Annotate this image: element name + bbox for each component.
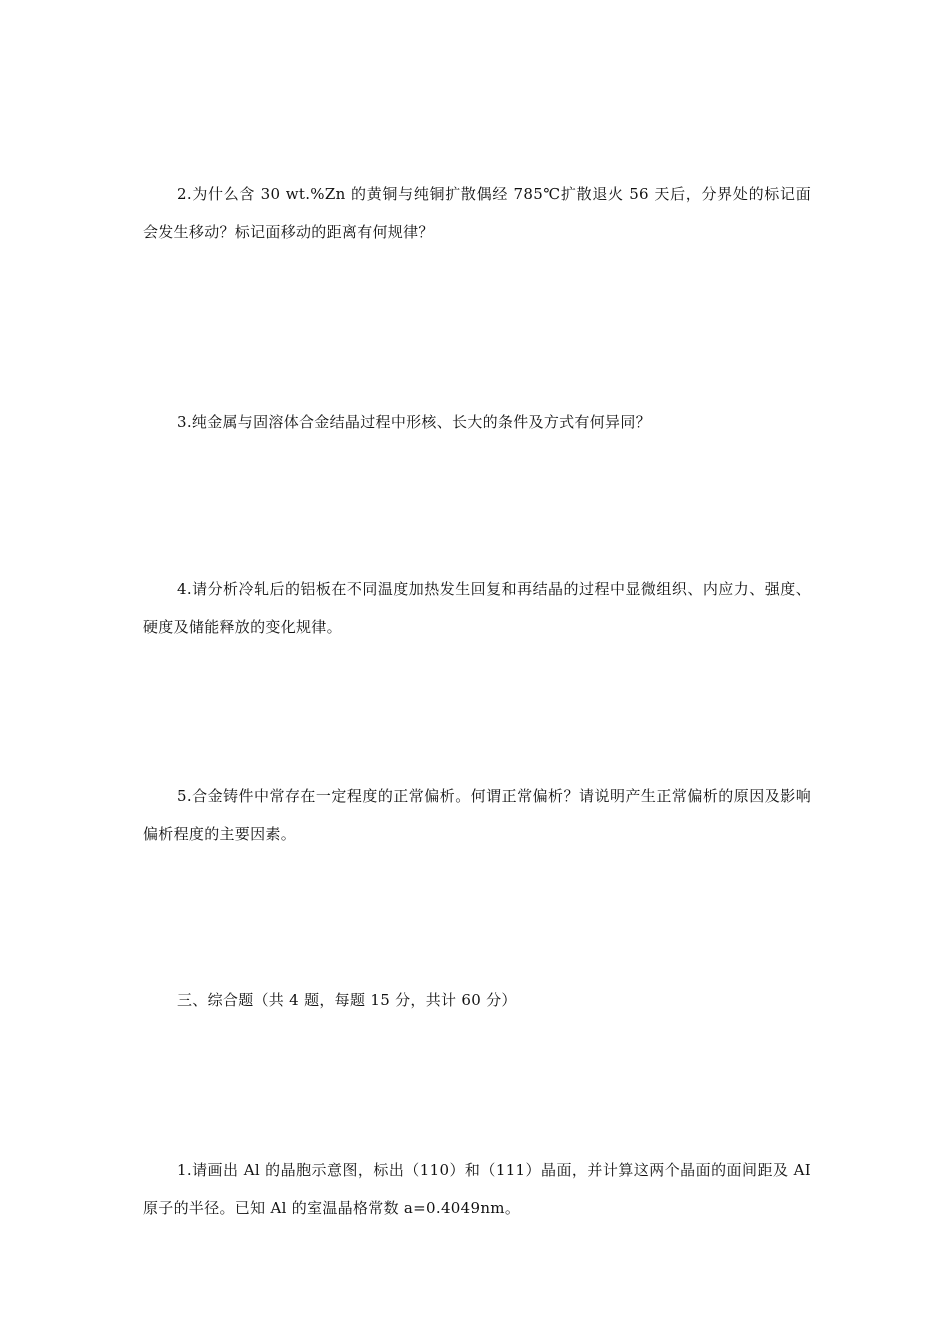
question-2: 2.为什么含 30 wt.%Zn 的黄铜与纯铜扩散偶经 785℃扩散退火 56 天后，分界处的标记面会发生移动？标记面移动的距离有何规律？ — [143, 185, 811, 241]
question-3: 3.纯金属与固溶体合金结晶过程中形核、长大的条件及方式有何异同？ — [177, 413, 651, 431]
question-4: 4.请分析冷轧后的铝板在不同温度加热发生回复和再结晶的过程中显微组织、内应力、强度、硬度及储能释放的变化规律。 — [143, 580, 811, 636]
comprehensive-question-1: 1.请画出 Al 的晶胞示意图，标出（110）和（111）晶面，并计算这两个晶面的面间距及 AI 原子的半径。已知 Al 的室温晶格常数 a=0.4049nm。 — [143, 1161, 811, 1217]
question-5: 5.合金铸件中常存在一定程度的正常偏析。何谓正常偏析？请说明产生正常偏析的原因及影响偏析程度的主要因素。 — [143, 787, 811, 843]
section-3-heading: 三、综合题（共 4 题，每题 15 分，共计 60 分） — [177, 991, 517, 1009]
